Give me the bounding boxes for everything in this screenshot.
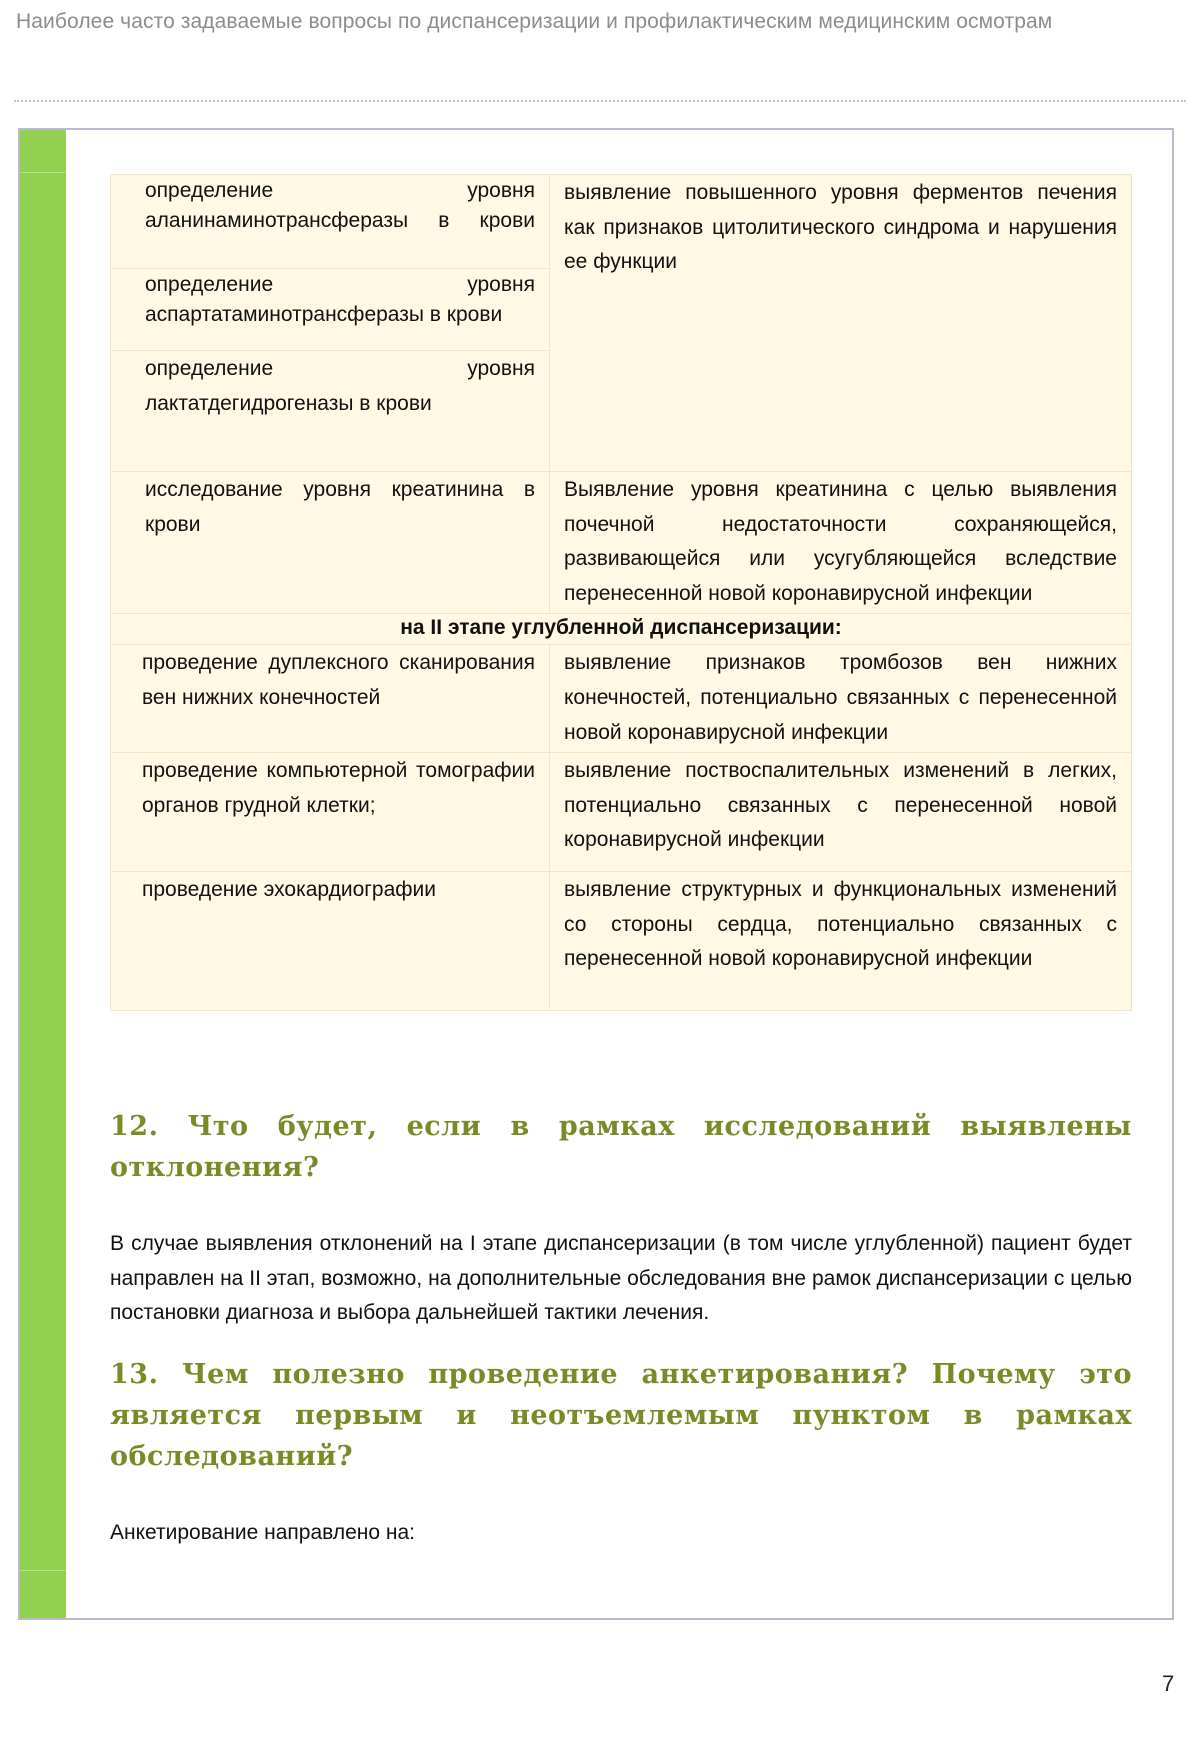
test-cell: определение уровня лактатдегидрогеназы в крови xyxy=(111,351,550,472)
question-12-answer: В случае выявления отклонений на I этапе диспансеризации (в том числе углубленной) пациент будет направлен на II этап, возможно, на дополнительные обследования вне рамок диспансеризации с целью постановки диагноза и выбора дальнейшей тактики лечения. xyxy=(110,1232,1132,1324)
stage2-heading: на II этапе углубленной диспансеризации: xyxy=(111,614,1132,645)
page-number: 7 xyxy=(1162,1671,1175,1696)
purpose-cell: Выявление уровня креатинина с целью выявления почечной недостаточности сохраняющейся, развивающейся или усугубляющейся вследствие перенесенной новой коронавирусной инфекции xyxy=(550,472,1132,614)
running-header: Наиболее часто задаваемые вопросы по диспансеризации и профилактическим медицинским осмотрам xyxy=(16,10,1053,33)
test-cell: проведение дуплексного сканирования вен нижних конечностей xyxy=(111,645,550,753)
question-13-heading: 13. Чем полезно проведение анкетирования? Почему это является первым и неотъемлемым пунктом в рамках обследований? xyxy=(110,1359,1132,1472)
test-cell: исследование уровня креатинина в крови xyxy=(111,472,550,614)
test-cell: проведение компьютерной томографии органов грудной клетки; xyxy=(111,753,550,872)
question-12-heading: 12. Что будет, если в рамках исследований выявлены отклонения? xyxy=(110,1111,1132,1183)
test-cell: проведение эхокардиографии xyxy=(111,872,550,1011)
purpose-cell: выявление признаков тромбозов вен нижних конечностей, потенциально связанных с перенесенной новой коронавирусной инфекции xyxy=(550,645,1132,753)
purpose-cell: выявление повышенного уровня ферментов печения как признаков цитолитического синдрома и нарушения ее функции xyxy=(550,175,1132,472)
table-row xyxy=(111,175,1132,269)
table-row xyxy=(111,645,1132,753)
table-row xyxy=(111,472,1132,614)
examination-table xyxy=(110,174,1132,1011)
table-row xyxy=(111,614,1132,645)
purpose-cell: выявление структурных и функциональных изменений со стороны сердца, потенциально связанных с перенесенной новой коронавирусной инфекции xyxy=(550,872,1132,1011)
green-side-bar xyxy=(20,130,66,1618)
purpose-cell: выявление поствоспалительных изменений в легких, потенциально связанных с перенесенной новой коронавирусной инфекции xyxy=(550,753,1132,872)
test-cell: определение уровня аланинаминотрансферазы в крови xyxy=(111,175,550,269)
header-divider xyxy=(14,100,1186,102)
table-row xyxy=(111,753,1132,872)
question-13-answer: Анкетирование направлено на: xyxy=(110,1521,415,1544)
table-row xyxy=(111,872,1132,1011)
test-cell: определение уровня аспартатаминотрансферазы в крови xyxy=(111,269,550,351)
